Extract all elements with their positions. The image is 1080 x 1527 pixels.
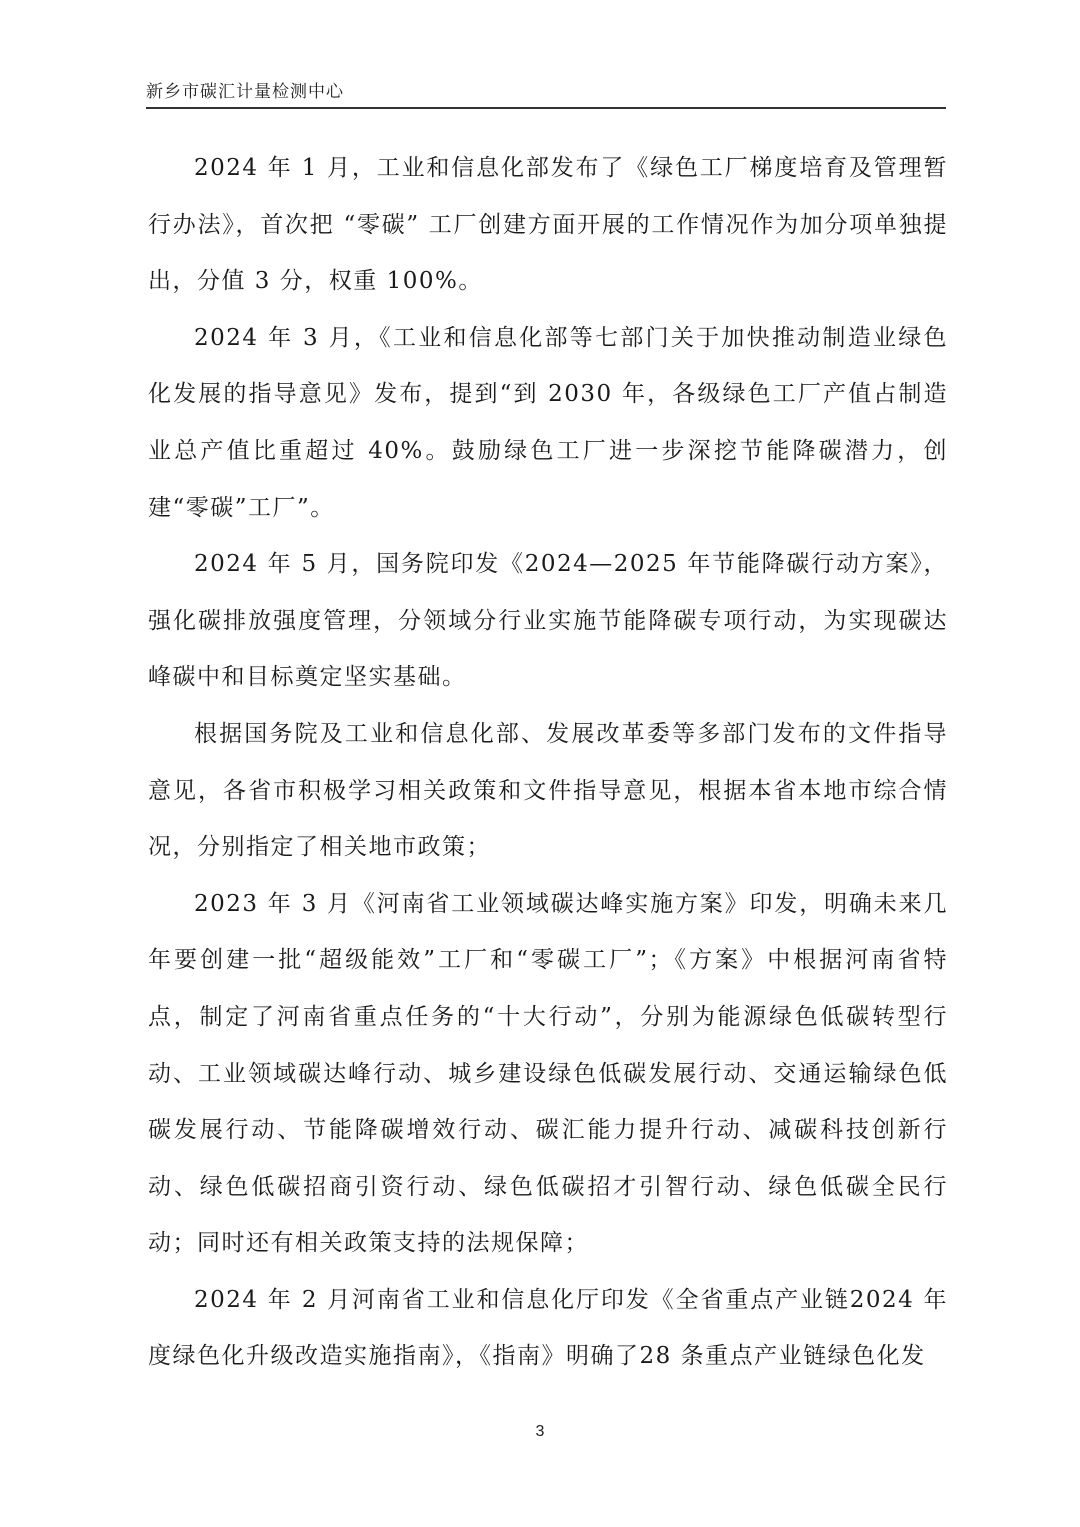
page-header xyxy=(146,80,946,104)
paragraph-3: 2024 年 5 月，国务院印发《2024—2025 年节能降碳行动方案》，强化碳排放强度管理，分领域分行业实施节能降碳专项行动，为实现碳达峰碳中和目标奠定坚实基础。 xyxy=(148,551,948,691)
header-title: 新乡市碳汇计量检测中心 xyxy=(146,82,344,102)
paragraph-5: 2023 年 3 月《河南省工业领域碳达峰实施方案》印发，明确未来几年要创建一批“超级能效”工厂和“零碳工厂”；《方案》中根据河南省特点，制定了河南省重点任务的“十大行动”，分别为能源绿色低碳转型行动、工业领域碳达峰行动、城乡建设绿色低碳发展行动、交通运输绿色低碳发展行动、节能降碳增效行动、碳汇能力提升行动、减碳科技创新行动、绿色低碳招商引资行动、绿色低碳招才引智行动、绿色低碳全民行动；同时还有相关政策支持的法规保障； xyxy=(148,890,948,1257)
document-body xyxy=(148,140,948,1385)
paragraph-2: 2024 年 3 月，《工业和信息化部等七部门关于加快推动制造业绿色化发展的指导意见》发布，提到“到 2030 年，各级绿色工厂产值占制造业总产值比重超过 40%。鼓励绿色工厂进一步深挖节能降碳潜力，创建“零碳”工厂”。 xyxy=(148,324,948,521)
paragraph-4: 根据国务院及工业和信息化部、发展改革委等多部门发布的文件指导意见，各省市积极学习相关政策和文件指导意见，根据本省本地市综合情况，分别指定了相关地市政策； xyxy=(148,720,948,861)
page-number: 3 xyxy=(535,1423,545,1440)
paragraph-6: 2024 年 2 月河南省工业和信息化厅印发《全省重点产业链2024 年度绿色化升级改造实施指南》，《指南》明确了28 条重点产业链绿色化发 xyxy=(148,1286,948,1370)
paragraph-1: 2024 年 1 月，工业和信息化部发布了《绿色工厂梯度培育及管理暂行办法》，首次把 “零碳” 工厂创建方面开展的工作情况作为加分项单独提出，分值 3 分，权重 100%。 xyxy=(148,155,948,295)
header-divider xyxy=(146,107,946,109)
